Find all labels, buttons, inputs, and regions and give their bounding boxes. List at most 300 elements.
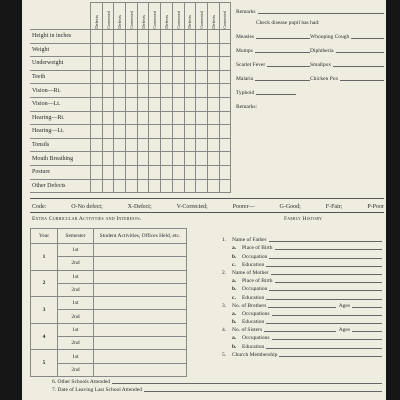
- grid-row-label: Hearing—Lt.: [30, 125, 91, 139]
- semester-cell: 2nd: [58, 337, 94, 350]
- grid-cell[interactable]: [102, 70, 114, 84]
- grid-cell[interactable]: [172, 84, 184, 98]
- history-label: Education: [242, 343, 265, 350]
- grid-cell[interactable]: [172, 57, 184, 71]
- history-label: Education: [242, 261, 265, 268]
- grid-column-header: Defects: [207, 3, 219, 30]
- grid-cell[interactable]: [91, 179, 103, 193]
- family-history-list: [222, 235, 382, 358]
- grid-cell[interactable]: [126, 70, 138, 84]
- disease-field[interactable]: [351, 38, 384, 39]
- grid-cell[interactable]: [114, 70, 126, 84]
- grid-cell[interactable]: [137, 125, 149, 139]
- grid-cell[interactable]: [137, 138, 149, 152]
- grid-cell[interactable]: [196, 138, 208, 152]
- history-label: No. of Sisters: [232, 327, 263, 334]
- history-label: Place of Birth: [242, 245, 273, 252]
- grid-cell[interactable]: [219, 43, 231, 57]
- grid-cell[interactable]: [207, 165, 219, 179]
- grid-cell[interactable]: [207, 111, 219, 125]
- grid-cell[interactable]: [91, 84, 103, 98]
- disease-field[interactable]: [340, 80, 384, 81]
- activity-row: [31, 297, 187, 310]
- activity-cell[interactable]: [94, 257, 187, 270]
- grid-cell[interactable]: [137, 97, 149, 111]
- grid-cell[interactable]: [161, 111, 173, 125]
- activity-cell[interactable]: [94, 283, 187, 296]
- divider: [30, 198, 384, 199]
- grid-cell[interactable]: [91, 152, 103, 166]
- grid-cell[interactable]: [172, 30, 184, 44]
- grid-cell[interactable]: [196, 30, 208, 44]
- history-sub-letter: a.: [232, 335, 237, 342]
- grid-cell[interactable]: [184, 152, 196, 166]
- semester-cell: 1st: [58, 297, 94, 310]
- grid-cell[interactable]: [114, 84, 126, 98]
- grid-cell[interactable]: [137, 111, 149, 125]
- activity-cell[interactable]: [94, 244, 187, 257]
- grid-column-header: Defects: [91, 3, 103, 30]
- grid-cell[interactable]: [207, 57, 219, 71]
- check-note: Check disease pupil has had:: [256, 20, 320, 26]
- grid-cell[interactable]: [172, 111, 184, 125]
- grid-cell[interactable]: [207, 84, 219, 98]
- grid-cell[interactable]: [207, 30, 219, 44]
- grid-cell[interactable]: [102, 30, 114, 44]
- history-extra-label: Ages: [338, 302, 350, 309]
- grid-cell[interactable]: [149, 84, 161, 98]
- disease-field[interactable]: [255, 52, 310, 53]
- code-item: P-Poor: [367, 204, 384, 210]
- grid-cell[interactable]: [91, 30, 103, 44]
- divider: [30, 212, 384, 213]
- grid-cell[interactable]: [184, 97, 196, 111]
- grid-cell[interactable]: [126, 125, 138, 139]
- grid-cell[interactable]: [126, 97, 138, 111]
- grid-cell[interactable]: [219, 84, 231, 98]
- grid-row-label: Underweight: [30, 57, 91, 71]
- grid-cell[interactable]: [184, 43, 196, 57]
- activity-row: [31, 244, 187, 257]
- code-item: Poorer—: [232, 204, 255, 210]
- semester-cell: 1st: [58, 270, 94, 283]
- grid-cell[interactable]: [91, 57, 103, 71]
- grid-cell[interactable]: [196, 111, 208, 125]
- history-line: [222, 276, 382, 284]
- history-extra-field[interactable]: [352, 331, 382, 332]
- grid-cell[interactable]: [114, 30, 126, 44]
- disease-label: Scarlet Fever: [236, 62, 266, 68]
- grid-column-header: Corrected: [126, 3, 138, 30]
- history-field[interactable]: [268, 307, 335, 308]
- grid-cell[interactable]: [161, 125, 173, 139]
- grid-cell[interactable]: [172, 70, 184, 84]
- history-number: 2.: [222, 269, 227, 276]
- grid-row-label: Posture: [30, 165, 91, 179]
- grid-cell[interactable]: [126, 57, 138, 71]
- history-sub-letter: c.: [232, 294, 236, 301]
- grid-row: [30, 152, 231, 166]
- grid-column-header: Defects: [137, 3, 149, 30]
- grid-cell[interactable]: [184, 179, 196, 193]
- grid-cell[interactable]: [184, 125, 196, 139]
- grid-cell[interactable]: [172, 97, 184, 111]
- grid-cell[interactable]: [91, 125, 103, 139]
- history-field[interactable]: [269, 290, 382, 291]
- grid-cell[interactable]: [137, 43, 149, 57]
- activity-cell[interactable]: [94, 297, 187, 310]
- typhoid-label: Typhoid: [236, 90, 255, 96]
- grid-cell[interactable]: [172, 125, 184, 139]
- grid-cell[interactable]: [102, 165, 114, 179]
- activities-table: [30, 228, 187, 377]
- activity-cell[interactable]: [94, 337, 187, 350]
- grid-cell[interactable]: [102, 138, 114, 152]
- grid-cell[interactable]: [149, 138, 161, 152]
- history-field[interactable]: [264, 331, 336, 332]
- history-field[interactable]: [266, 266, 382, 267]
- code-item: F-Fair;: [325, 204, 343, 210]
- grid-cell[interactable]: [126, 30, 138, 44]
- grid-cell[interactable]: [219, 111, 231, 125]
- grid-cell[interactable]: [114, 125, 126, 139]
- grid-cell[interactable]: [126, 179, 138, 193]
- semester-cell: 1st: [58, 244, 94, 257]
- other-schools-label: 6. Other Schools Attended: [52, 378, 111, 385]
- grid-row: [30, 84, 231, 98]
- grid-cell[interactable]: [91, 43, 103, 57]
- grid-cell[interactable]: [126, 43, 138, 57]
- grid-cell[interactable]: [196, 179, 208, 193]
- semester-cell: 1st: [58, 323, 94, 336]
- grid-cell[interactable]: [161, 43, 173, 57]
- grid-cell[interactable]: [126, 138, 138, 152]
- remarks-top-label: Remarks: [236, 9, 256, 15]
- grid-column-header: Corrected: [149, 3, 161, 30]
- year-cell: 5: [31, 350, 58, 377]
- year-header: Year: [31, 229, 58, 244]
- grid-cell[interactable]: [149, 97, 161, 111]
- grid-cell[interactable]: [149, 125, 161, 139]
- history-field[interactable]: [272, 315, 383, 316]
- grid-column-header: Corrected: [172, 3, 184, 30]
- grid-cell[interactable]: [172, 152, 184, 166]
- grid-cell[interactable]: [219, 125, 231, 139]
- grid-cell[interactable]: [137, 84, 149, 98]
- grid-cell[interactable]: [196, 125, 208, 139]
- year-cell: 3: [31, 297, 58, 324]
- grid-row-label: Mouth Breathing: [30, 152, 91, 166]
- history-line: [222, 309, 382, 317]
- grid-cell[interactable]: [149, 165, 161, 179]
- activity-row: [31, 350, 187, 363]
- semester-cell: 1st: [58, 350, 94, 363]
- grid-cell[interactable]: [207, 125, 219, 139]
- grid-row-label: Teeth: [30, 70, 91, 84]
- grid-cell[interactable]: [161, 70, 173, 84]
- history-field[interactable]: [275, 249, 382, 250]
- grid-cell[interactable]: [91, 138, 103, 152]
- history-line: [222, 301, 382, 309]
- grid-cell[interactable]: [102, 111, 114, 125]
- semester-header: Semester: [58, 229, 94, 244]
- semester-cell: 2nd: [58, 363, 94, 376]
- grid-cell[interactable]: [172, 138, 184, 152]
- code-prefix: Code:: [32, 204, 47, 210]
- grid-cell[interactable]: [149, 70, 161, 84]
- grid-cell[interactable]: [137, 152, 149, 166]
- history-line: [222, 284, 382, 292]
- activity-cell[interactable]: [94, 270, 187, 283]
- history-line: [222, 260, 382, 268]
- disease-field[interactable]: [255, 80, 310, 81]
- activity-cell[interactable]: [94, 323, 187, 336]
- grid-cell[interactable]: [137, 179, 149, 193]
- grid-cell[interactable]: [172, 43, 184, 57]
- grid-row-label: Other Defects: [30, 179, 91, 193]
- disease-label: Malaria: [236, 76, 254, 82]
- disease-label: Diphtheria: [310, 48, 334, 54]
- remarks-label: Remarks:: [236, 104, 258, 110]
- grid-cell[interactable]: [184, 138, 196, 152]
- history-line: [222, 325, 382, 333]
- semester-cell: 2nd: [58, 283, 94, 296]
- history-field[interactable]: [266, 299, 382, 300]
- history-field[interactable]: [271, 274, 382, 275]
- history-field[interactable]: [275, 282, 382, 283]
- grid-row-label: Vision—Rt.: [30, 84, 91, 98]
- grid-cell[interactable]: [126, 84, 138, 98]
- grid-cell[interactable]: [172, 179, 184, 193]
- grid-cell[interactable]: [149, 43, 161, 57]
- grid-column-header: Defects: [184, 3, 196, 30]
- grid-row-label: Tonsils: [30, 138, 91, 152]
- disease-field[interactable]: [336, 52, 384, 53]
- right-panel: [236, 4, 384, 110]
- disease-field[interactable]: [267, 66, 310, 67]
- grid-cell[interactable]: [126, 165, 138, 179]
- grid-cell[interactable]: [196, 165, 208, 179]
- family-history-title: Family History: [284, 216, 323, 222]
- history-line: [222, 243, 382, 251]
- grid-cell[interactable]: [114, 179, 126, 193]
- grid-cell[interactable]: [161, 97, 173, 111]
- grid-cell[interactable]: [161, 165, 173, 179]
- history-sub-letter: a.: [232, 278, 237, 285]
- grid-row: [30, 165, 231, 179]
- disease-label: Smallpox: [310, 62, 332, 68]
- grid-cell[interactable]: [196, 57, 208, 71]
- activity-row: [31, 323, 187, 336]
- grid-cell[interactable]: [184, 111, 196, 125]
- grid-cell[interactable]: [149, 30, 161, 44]
- disease-field[interactable]: [333, 66, 384, 67]
- grid-cell[interactable]: [196, 84, 208, 98]
- history-line: [222, 292, 382, 300]
- grid-cell[interactable]: [219, 57, 231, 71]
- grid-cell[interactable]: [102, 43, 114, 57]
- grid-row: [30, 97, 231, 111]
- grid-cell[interactable]: [196, 70, 208, 84]
- history-label: Occupations: [242, 310, 270, 317]
- history-label: Occupations: [242, 335, 270, 342]
- disease-label: Chicken Pox: [310, 76, 339, 82]
- history-label: Place of Birth: [242, 278, 273, 285]
- grid-cell[interactable]: [161, 30, 173, 44]
- disease-label: Measles: [236, 34, 255, 40]
- history-field[interactable]: [266, 348, 382, 349]
- grid-cell[interactable]: [161, 57, 173, 71]
- grid-cell[interactable]: [219, 97, 231, 111]
- history-label: Name of Father: [232, 237, 267, 244]
- grid-cell[interactable]: [137, 57, 149, 71]
- activity-cell[interactable]: [94, 363, 187, 376]
- record-sheet: [22, 0, 386, 400]
- grid-cell[interactable]: [161, 152, 173, 166]
- code-item: X-Defect;: [127, 204, 152, 210]
- grid-row: [30, 138, 231, 152]
- bottom-lines: [52, 376, 382, 393]
- grid-cell[interactable]: [102, 57, 114, 71]
- grid-row: [30, 43, 231, 57]
- grid-cell[interactable]: [102, 179, 114, 193]
- grid-column-header: Defects: [114, 3, 126, 30]
- grid-cell[interactable]: [172, 165, 184, 179]
- history-field[interactable]: [269, 258, 382, 259]
- grid-row: [30, 111, 231, 125]
- history-number: 3.: [222, 302, 227, 309]
- health-grid: [30, 2, 231, 193]
- semester-cell: 2nd: [58, 257, 94, 270]
- activity-cell[interactable]: [94, 350, 187, 363]
- history-sub-letter: a.: [232, 310, 237, 317]
- grid-cell[interactable]: [184, 30, 196, 44]
- history-sub-letter: c.: [232, 261, 236, 268]
- activities-title: Extra Curricular Activities and Interests.: [32, 216, 142, 222]
- code-item: O-No defect;: [71, 204, 103, 210]
- history-line: [222, 333, 382, 341]
- history-number: 5.: [222, 351, 227, 358]
- grid-cell[interactable]: [207, 70, 219, 84]
- history-label: Education: [242, 294, 265, 301]
- grid-cell[interactable]: [114, 111, 126, 125]
- history-line: [222, 350, 382, 358]
- grid-cell[interactable]: [219, 30, 231, 44]
- grid-cell[interactable]: [126, 152, 138, 166]
- grid-cell[interactable]: [196, 152, 208, 166]
- grid-cell[interactable]: [149, 57, 161, 71]
- grid-cell[interactable]: [219, 138, 231, 152]
- grid-row-label: Height in inches: [30, 30, 91, 44]
- grid-cell[interactable]: [161, 84, 173, 98]
- history-label: Occupation: [242, 253, 268, 260]
- history-sub-letter: b.: [232, 343, 237, 350]
- grid-row: [30, 179, 231, 193]
- grid-cell[interactable]: [102, 152, 114, 166]
- grid-cell[interactable]: [184, 165, 196, 179]
- grid-cell[interactable]: [161, 179, 173, 193]
- grid-cell[interactable]: [114, 57, 126, 71]
- grid-cell[interactable]: [91, 111, 103, 125]
- grid-cell[interactable]: [219, 179, 231, 193]
- grid-cell[interactable]: [91, 97, 103, 111]
- year-cell: 1: [31, 244, 58, 271]
- grid-cell[interactable]: [219, 152, 231, 166]
- history-line: [222, 235, 382, 243]
- grid-cell[interactable]: [207, 179, 219, 193]
- activity-cell[interactable]: [94, 310, 187, 323]
- grid-cell[interactable]: [149, 152, 161, 166]
- grid-cell[interactable]: [114, 165, 126, 179]
- history-label: Education: [242, 319, 265, 326]
- grid-cell[interactable]: [102, 84, 114, 98]
- grid-cell[interactable]: [114, 97, 126, 111]
- grid-row-label: Vision—Lt.: [30, 97, 91, 111]
- grid-cell[interactable]: [184, 57, 196, 71]
- grid-cell[interactable]: [137, 70, 149, 84]
- disease-field[interactable]: [256, 38, 310, 39]
- grid-cell[interactable]: [102, 125, 114, 139]
- history-field[interactable]: [272, 339, 383, 340]
- semester-cell: 2nd: [58, 310, 94, 323]
- history-field[interactable]: [269, 241, 382, 242]
- history-line: [222, 268, 382, 276]
- grid-cell[interactable]: [114, 138, 126, 152]
- grid-cell[interactable]: [114, 43, 126, 57]
- history-label: Church Membership: [232, 351, 278, 358]
- grid-cell[interactable]: [149, 111, 161, 125]
- grid-cell[interactable]: [161, 138, 173, 152]
- history-extra-label: Ages: [338, 327, 350, 334]
- grid-column-header: Corrected: [102, 3, 114, 30]
- history-field[interactable]: [279, 356, 382, 357]
- history-line: [222, 317, 382, 325]
- history-extra-field[interactable]: [352, 307, 382, 308]
- grid-cell[interactable]: [207, 138, 219, 152]
- date-leaving-label: 7. Date of Leaving Last School Attended: [52, 387, 142, 393]
- code-item: V-Corrected;: [176, 204, 208, 210]
- history-field[interactable]: [266, 323, 382, 324]
- history-line: [222, 341, 382, 349]
- grid-row: [30, 70, 231, 84]
- grid-cell[interactable]: [91, 70, 103, 84]
- grid-cell[interactable]: [137, 30, 149, 44]
- grid-row: [30, 30, 231, 44]
- grid-cell[interactable]: [196, 97, 208, 111]
- year-cell: 2: [31, 270, 58, 297]
- grid-column-header: Corrected: [219, 3, 231, 30]
- grid-cell[interactable]: [91, 165, 103, 179]
- history-line: [222, 251, 382, 259]
- grid-cell[interactable]: [219, 70, 231, 84]
- grid-cell[interactable]: [102, 97, 114, 111]
- grid-cell[interactable]: [149, 179, 161, 193]
- grid-cell[interactable]: [126, 111, 138, 125]
- grid-cell[interactable]: [184, 70, 196, 84]
- code-legend: [32, 204, 384, 210]
- grid-cell[interactable]: [207, 97, 219, 111]
- grid-cell[interactable]: [184, 84, 196, 98]
- disease-label: Mumps: [236, 48, 253, 54]
- grid-cell[interactable]: [114, 152, 126, 166]
- grid-cell[interactable]: [219, 165, 231, 179]
- grid-cell[interactable]: [207, 43, 219, 57]
- grid-cell[interactable]: [207, 152, 219, 166]
- grid-cell[interactable]: [137, 165, 149, 179]
- grid-cell[interactable]: [196, 43, 208, 57]
- history-label: No. of Brothers: [232, 302, 267, 309]
- history-sub-letter: b.: [232, 286, 237, 293]
